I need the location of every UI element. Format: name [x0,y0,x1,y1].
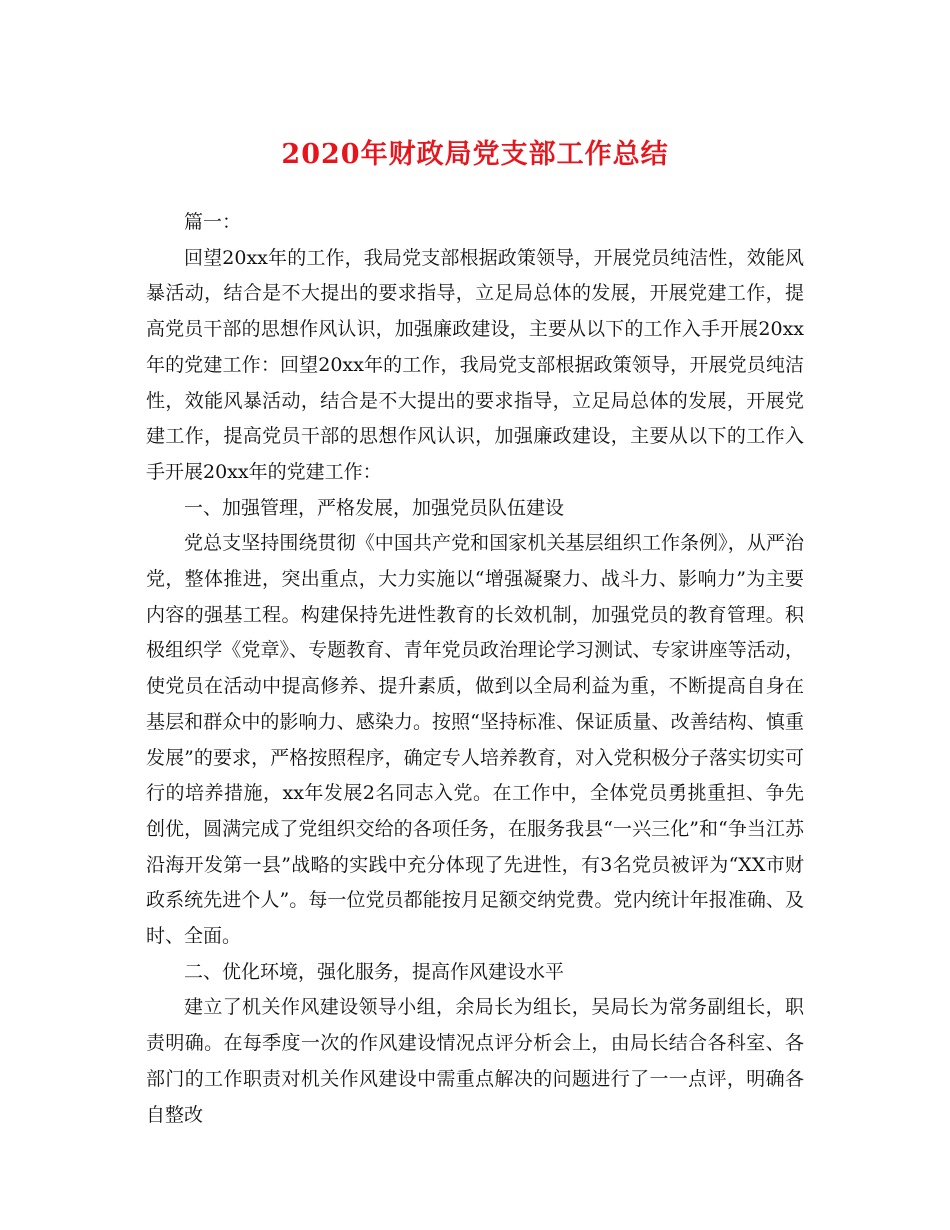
section-heading: 一、加强管理，严格发展，加强党员队伍建设 [184,496,565,519]
paragraph: 党总支坚持围绕贯彻《中国共产党和国家机关基层组织工作条例》，从严治党，整体推进，突出重点，大力实施以“增强凝聚力、战斗力、影响力”为主要内容的强基工程。构建保持先进性教育的长效机制，加强党员的教育管理。积极组织学《党章》、专题教育、青年党员政治理论学习测试、专家讲座等活动，使党员在活动中提高修养、提升素质，做到以全局利益为重，不断提高自身在基层和群众中的影响力、感染力。按照“坚持标准、保证质量、改善结构、慎重发展”的要求，严格按照程序，确定专人培养教育，对入党积极分子落实切实可行的培养措施，xx年发展2名同志入党。在工作中，全体党员勇挑重担、争先创优，圆满完成了党组织交给的各项任务，在服务我县“一兴三化”和“争当江苏沿海开发第一县”战略的实践中充分体现了先进性，有3名党员被评为“XX市财政系统先进个人”。每一位党员都能按月足额交纳党费。党内统计年报准确、及时、全面。 [146,532,804,948]
paragraph: 建立了机关作风建设领导小组，余局长为组长，吴局长为常务副组长，职责明确。在每季度一次的作风建设情况点评分析会上，由局长结合各科室、各部门的工作职责对机关作风建设中需重点解决的问题进行了一一点评，明确各自整改 [146,996,804,1126]
paragraph: 回望20xx年的工作，我局党支部根据政策领导，开展党员纯洁性，效能风暴活动，结合是不大提出的要求指导，立足局总体的发展，开展党建工作，提高党员干部的思想作风认识，加强廉政建设，主要从以下的工作入手开展20xx年的党建工作：回望20xx年的工作，我局党支部根据政策领导，开展党员纯洁性，效能风暴活动，结合是不大提出的要求指导，立足局总体的发展，开展党建工作，提高党员干部的思想作风认识，加强廉政建设，主要从以下的工作入手开展20xx年的党建工作： [146,246,804,483]
paragraph: 篇一： [184,211,242,233]
section-heading: 二、优化环境，强化服务，提高作风建设水平 [184,960,565,983]
document-title: 2020年财政局党支部工作总结 [281,139,669,170]
document-body [146,205,804,1133]
